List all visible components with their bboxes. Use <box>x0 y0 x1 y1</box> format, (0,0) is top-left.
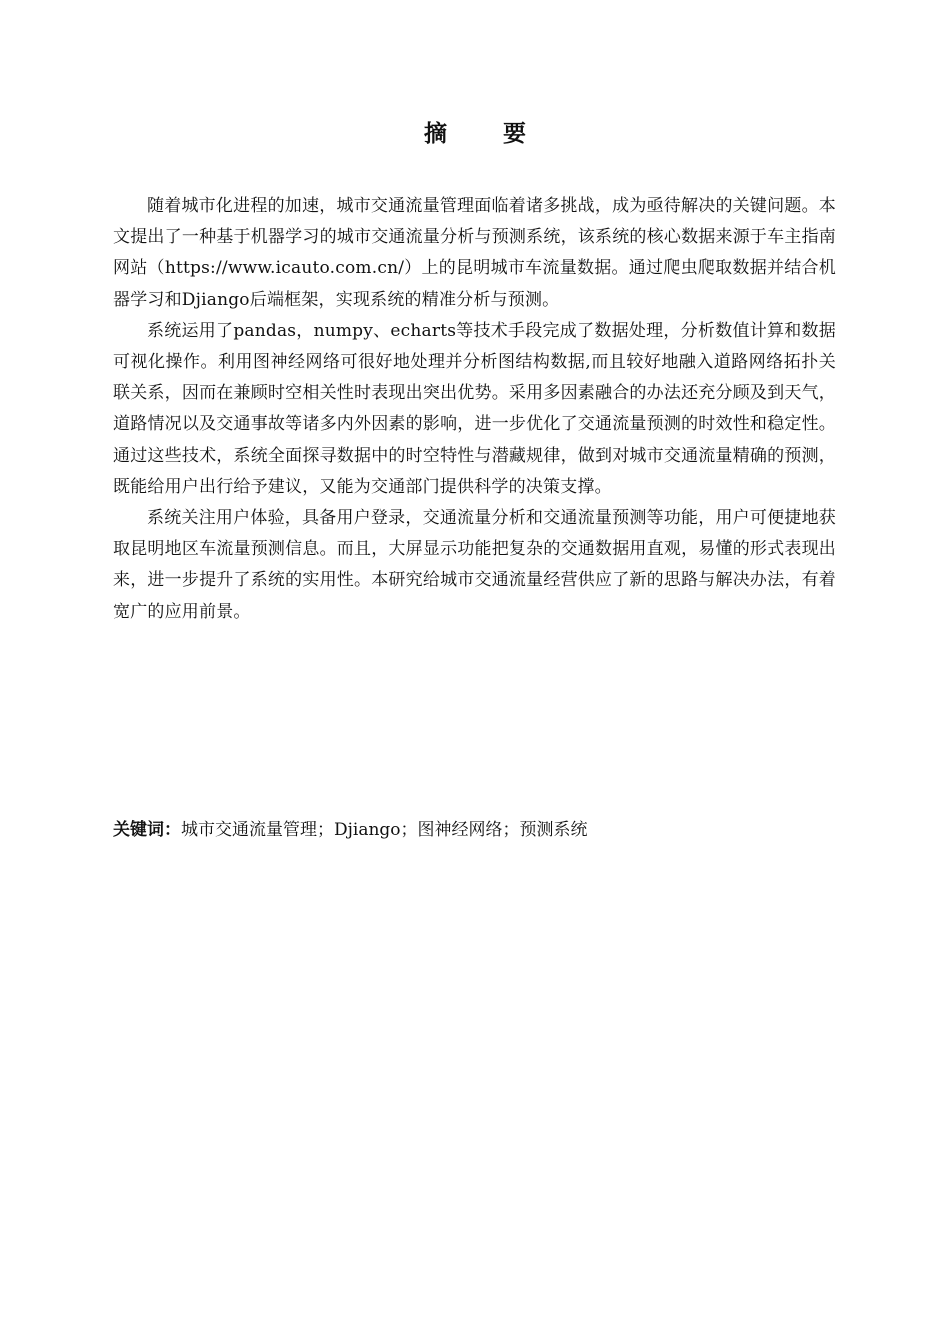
abstract-body <box>113 191 836 628</box>
abstract-title: 摘 要 <box>423 121 550 147</box>
keywords-line <box>113 815 836 846</box>
abstract-paragraph-1: 随着城市化进程的加速，城市交通流量管理面临着诸多挑战，成为亟待解决的关键问题。本文提出了一种基于机器学习的城市交通流量分析与预测系统，该系统的核心数据来源于车主指南网站（https://www.icauto.com.cn/）上的昆明城市车流量数据。通过爬虫爬取数据并结合机器学习和Djiango后端框架，实现系统的精准分析与预测。 <box>113 196 836 310</box>
abstract-paragraph-3: 系统关注用户体验，具备用户登录，交通流量分析和交通流量预测等功能，用户可便捷地获取昆明地区车流量预测信息。而且，大屏显示功能把复杂的交通数据用直观，易懂的形式表现出来，进一步提升了系统的实用性。本研究给城市交通流量经营供应了新的思路与解决办法，有着宽广的应用前景。 <box>113 508 836 622</box>
abstract-paragraph-2: 系统运用了pandas，numpy、echarts等技术手段完成了数据处理，分析数值计算和数据可视化操作。利用图神经网络可很好地处理并分析图结构数据,而且较好地融入道路网络拓扑关联关系，因而在兼顾时空相关性时表现出突出优势。采用多因素融合的办法还充分顾及到天气，道路情况以及交通事故等诸多内外因素的影响，进一步优化了交通流量预测的时效性和稳定性。通过这些技术，系统全面探寻数据中的时空特性与潜藏规律，做到对城市交通流量精确的预测，既能给用户出行给予建议，又能为交通部门提供科学的决策支撑。 <box>113 320 836 497</box>
keywords-label: 关键词： <box>113 820 181 840</box>
keywords-value: 城市交通流量管理；Djiango；图神经网络；预测系统 <box>181 820 588 840</box>
